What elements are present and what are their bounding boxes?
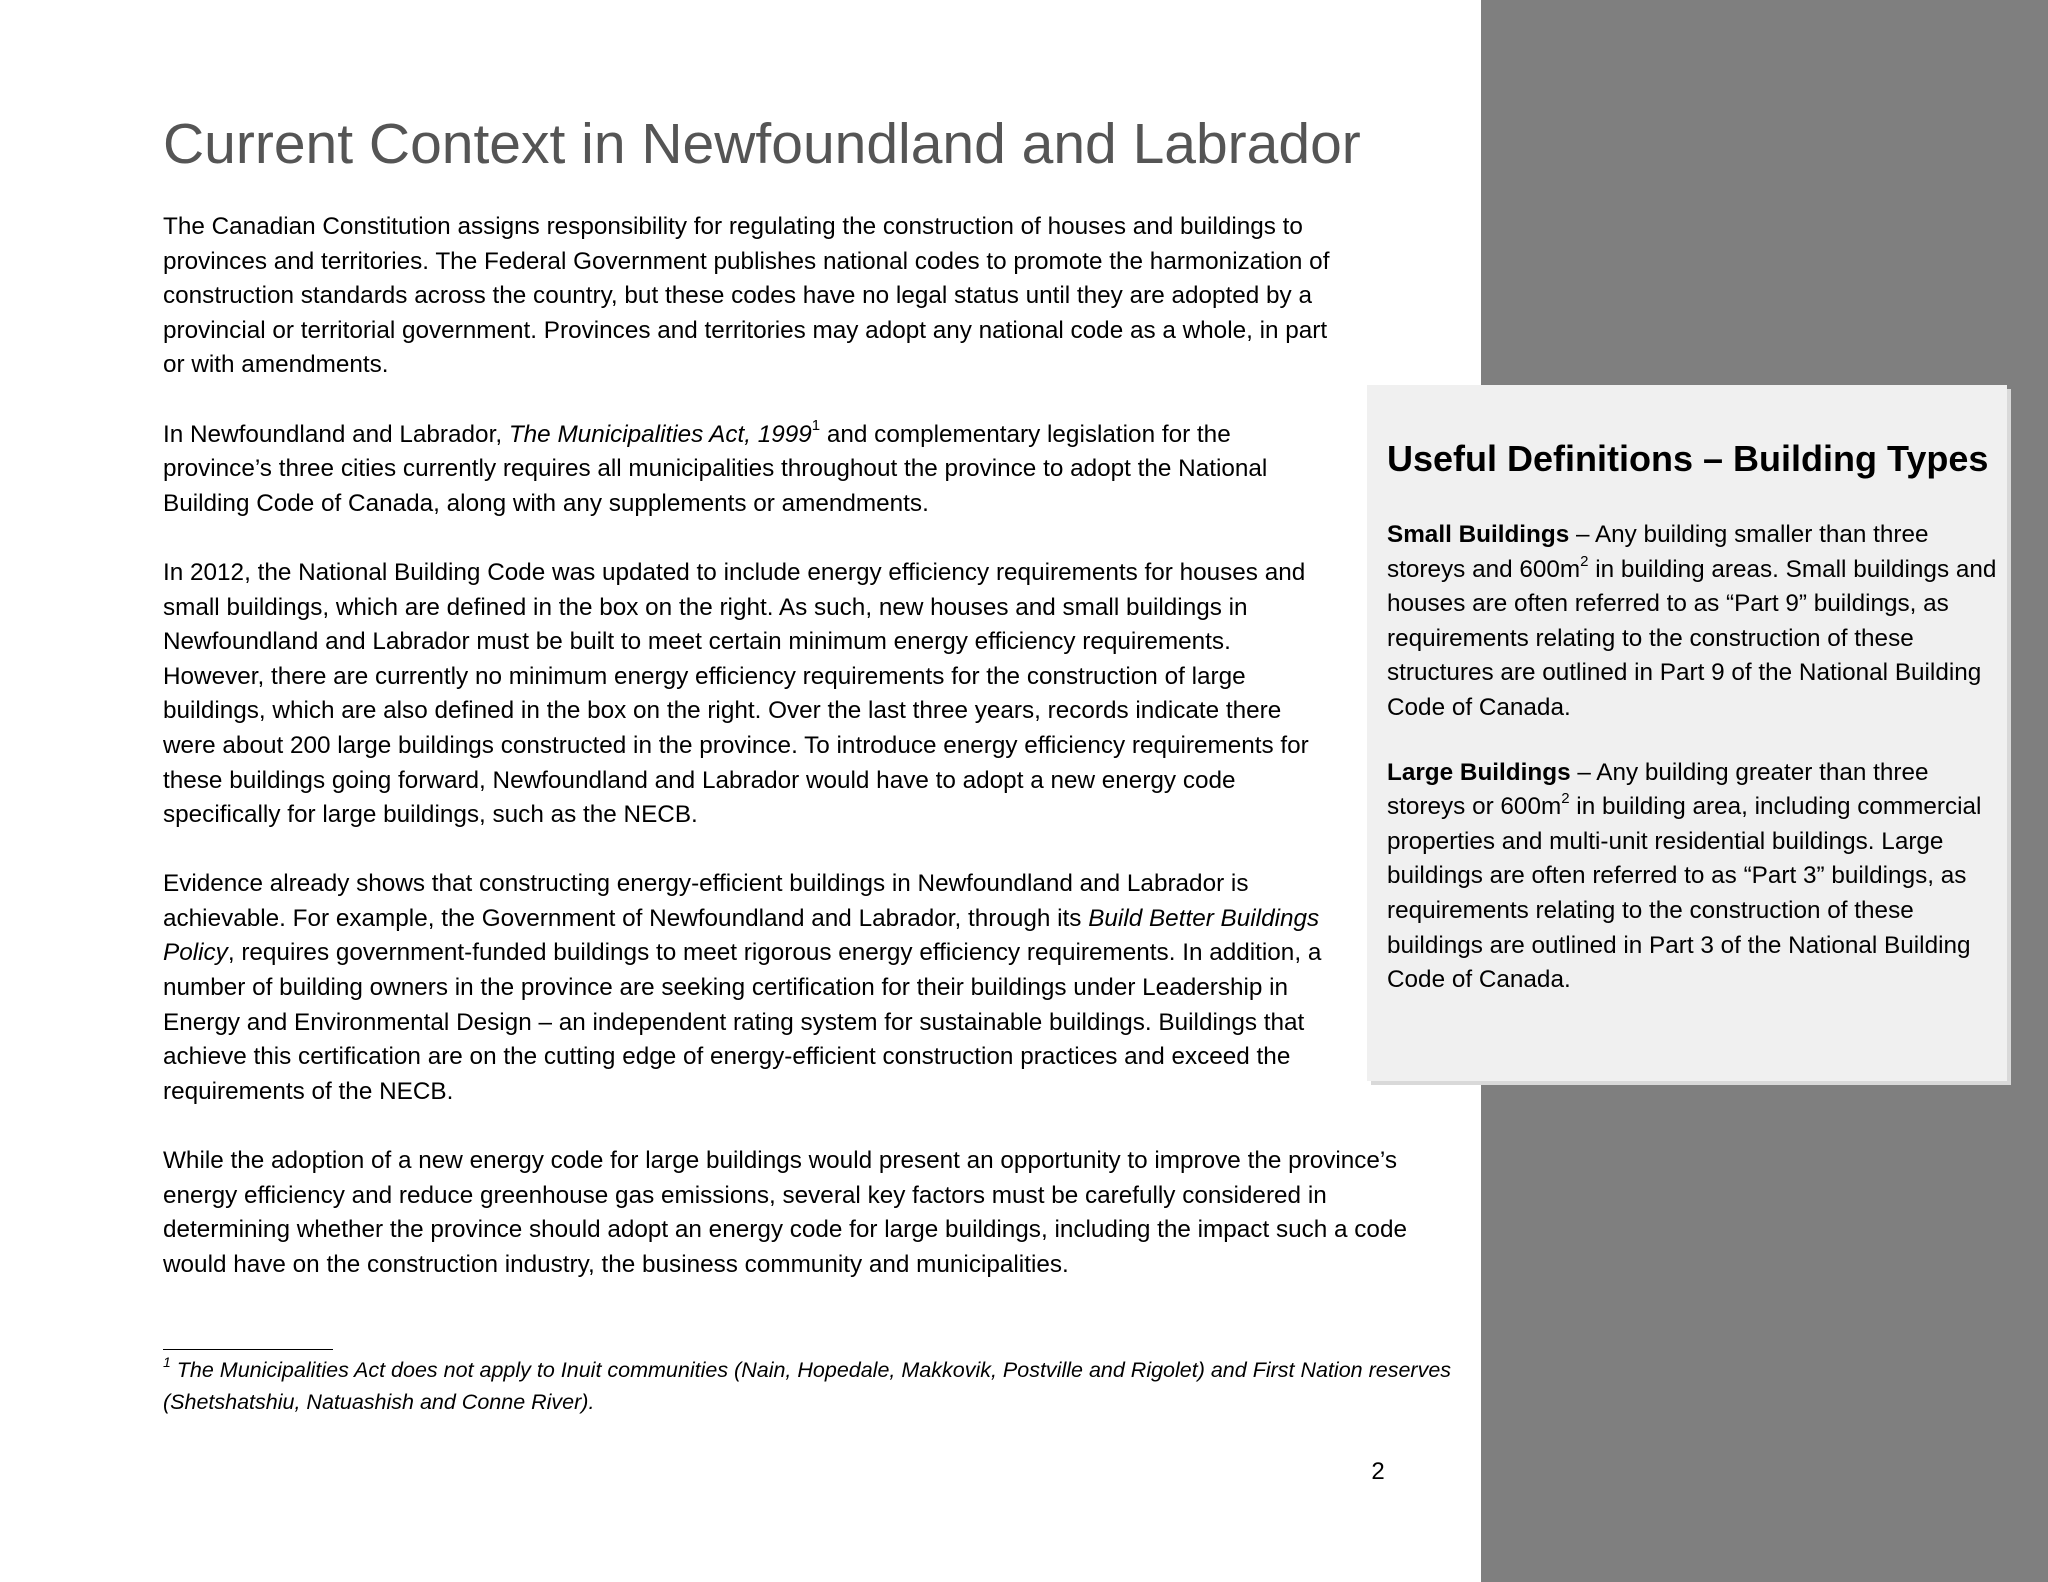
definitions-title: Useful Definitions – Building Types	[1387, 438, 1989, 479]
footnote-number: 1	[163, 1353, 171, 1370]
footnote-marker: 1	[811, 417, 821, 435]
paragraph-evidence	[163, 867, 1328, 1109]
page-title: Current Context in Newfoundland and Labrador	[163, 112, 1361, 176]
paragraph-text: In Newfoundland and Labrador,	[163, 420, 509, 448]
definition-large-buildings	[1387, 756, 1997, 998]
policy-title: Build Better Buildings Policy	[163, 904, 1320, 967]
definition-text: in building area, including commercial properties and multi-unit residential buildings. Large buildings are often referred to as “Part 3” buildings, as requirements relating to the construction of these buildings are outlined in Part 3 of the National Building Code of Canada.	[1387, 793, 1982, 994]
page-number: 2	[1371, 1458, 1385, 1485]
definition-text: – Any building greater than three storeys or 600m	[1387, 758, 1929, 821]
definitions-body	[1387, 518, 1997, 1028]
paragraph-text: , requires government-funded buildings to meet rigorous energy efficiency requirements. In addition, a number of building owners in the province are seeking certification for their buildings under Leadership in Energy and Environmental Design – an independent rating system for sustainable buildings. Buildings that achieve this certification are on the cutting edge of energy-efficient construction practices and exceed the requirements of the NECB.	[163, 939, 1322, 1105]
paragraph-adoption: While the adoption of a new energy code for large buildings would present an opportunity to improve the province’s energy efficiency and reduce greenhouse gas emissions, several key factors must be carefully considered in determining whether the province should adopt an energy code for large buildings, including the impact such a code would have on the construction industry, the business community and municipalities.	[163, 1147, 1407, 1278]
paragraph-national-building-code: In 2012, the National Building Code was updated to include energy efficiency requirements for houses and small buildings, which are defined in the box on the right. As such, new houses and small buildings in Newfoundland and Labrador must be built to meet certain minimum energy efficiency requirements. However, there are currently no minimum energy efficiency requirements for the construction of large buildings, which are also defined in the box on the right. Over the last three years, records indicate there were about 200 large buildings constructed in the province. To introduce energy efficiency requirements for these buildings going forward, Newfoundland and Labrador would have to adopt a new energy code specifically for large buildings, such as the NECB.	[163, 558, 1309, 829]
definition-text: – Any building smaller than three storeys and 600m	[1387, 521, 1929, 583]
footnote	[163, 1354, 1463, 1418]
footnote-text: The Municipalities Act does not apply to Inuit communities (Nain, Hopedale, Makkovik, Postville and Rigolet) and First Nation reserves (Shetshatshiu, Natuashish and Conne River).	[163, 1358, 1452, 1414]
paragraph-constitution: The Canadian Constitution assigns responsibility for regulating the construction of houses and buildings to provinces and territories. The Federal Government publishes national codes to promote the harmonization of construction standards across the country, but these codes have no legal status until they are adopted by a provincial or territorial government. Provinces and territories may adopt any national code as a whole, in part or with amendments.	[163, 213, 1330, 379]
definitions-box	[1367, 385, 2007, 1081]
definition-term: Small Buildings	[1387, 521, 1570, 548]
superscript: 2	[1561, 790, 1570, 808]
definition-term: Large Buildings	[1387, 758, 1571, 786]
definition-small-buildings	[1387, 518, 1997, 726]
superscript: 2	[1580, 552, 1589, 570]
paragraph-text: Evidence already shows that constructing energy-efficient buildings in Newfoundland and Labrador is achievable. For example, the Government of Newfoundland and Labrador, through its	[163, 870, 1249, 932]
footnote-divider	[163, 1349, 333, 1350]
body-text	[163, 210, 1453, 1282]
paragraph-text: and complementary legislation for the province’s three cities currently requires all municipalities throughout the province to adopt the National Building Code of Canada, along with any supplements or amendments.	[163, 420, 1268, 517]
paragraph-municipalities-act	[163, 418, 1328, 522]
act-title: The Municipalities Act, 1999	[508, 420, 812, 448]
definition-text: in building areas. Small buildings and houses are often referred to as “Part 9” buildings, as requirements relating to the construction of these structures are outlined in Part 9 of the National Building Code of Canada.	[1387, 555, 1997, 721]
